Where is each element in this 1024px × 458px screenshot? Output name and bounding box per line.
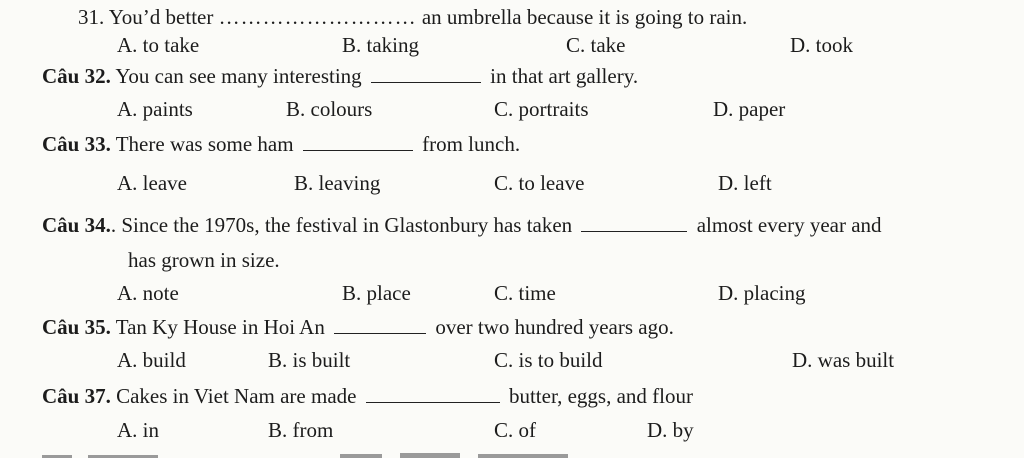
option-a: A. build (117, 348, 186, 372)
answer-blank (366, 388, 500, 403)
answer-blank (303, 136, 413, 151)
question-stem-start: . Since the 1970s, the festival in Glastonbury has taken (110, 213, 573, 237)
question-stem-start: Cakes in Viet Nam are made (116, 384, 357, 408)
option-b: B. leaving (294, 171, 381, 195)
question-34 (42, 215, 882, 236)
question-stem-end: over two hundred years ago. (435, 315, 674, 339)
answer-blank (581, 217, 687, 232)
question-label: Câu 37. (42, 384, 111, 408)
option-b: B. is built (268, 348, 351, 372)
question-stem-start: Tan Ky House in Hoi An (115, 315, 325, 339)
question-label: 31. (78, 5, 105, 29)
option-d: D. left (718, 171, 772, 195)
option-d: D. by (647, 418, 694, 442)
question-stem-end: from lunch. (422, 132, 521, 156)
option-b: B. taking (342, 33, 419, 57)
question-34-continuation: has grown in size. (128, 248, 280, 272)
question-label: Câu 34. (42, 213, 111, 237)
option-a: A. to take (117, 33, 200, 57)
option-c: C. to leave (494, 171, 585, 195)
option-b: B. from (268, 418, 334, 442)
option-a: A. note (117, 281, 179, 305)
option-a: A. paints (117, 97, 193, 121)
question-35 (42, 317, 674, 338)
question-stem-end: almost every year and (696, 213, 882, 237)
cut-off-text-fragment (0, 447, 1024, 458)
option-c: C. is to build (494, 348, 603, 372)
answer-blank: ……………………… (218, 5, 417, 29)
option-b: B. place (342, 281, 411, 305)
option-d: D. paper (713, 97, 786, 121)
option-c: C. of (494, 418, 536, 442)
question-stem-end: butter, eggs, and flour (508, 384, 693, 408)
question-stem-end: in that art gallery. (490, 64, 639, 88)
answer-blank (371, 68, 481, 83)
question-32 (42, 66, 638, 87)
option-b: B. colours (286, 97, 373, 121)
question-stem-start: You can see many interesting (115, 64, 362, 88)
question-31 (78, 7, 747, 28)
question-stem-start: There was some ham (115, 132, 294, 156)
answer-blank (334, 319, 426, 334)
cut-off-line (0, 446, 1024, 458)
option-c: C. portraits (494, 97, 589, 121)
question-label: Câu 33. (42, 132, 111, 156)
option-a: A. leave (117, 171, 187, 195)
question-37 (42, 386, 693, 407)
option-d: D. placing (718, 281, 806, 305)
option-d: D. was built (792, 348, 895, 372)
question-33 (42, 134, 520, 155)
option-c: C. take (566, 33, 626, 57)
option-d: D. took (790, 33, 853, 57)
question-label: Câu 32. (42, 64, 111, 88)
option-c: C. time (494, 281, 556, 305)
question-stem-start: You’d better (108, 5, 214, 29)
option-a: A. in (117, 418, 159, 442)
question-stem-end: an umbrella because it is going to rain. (421, 5, 748, 29)
question-label: Câu 35. (42, 315, 111, 339)
